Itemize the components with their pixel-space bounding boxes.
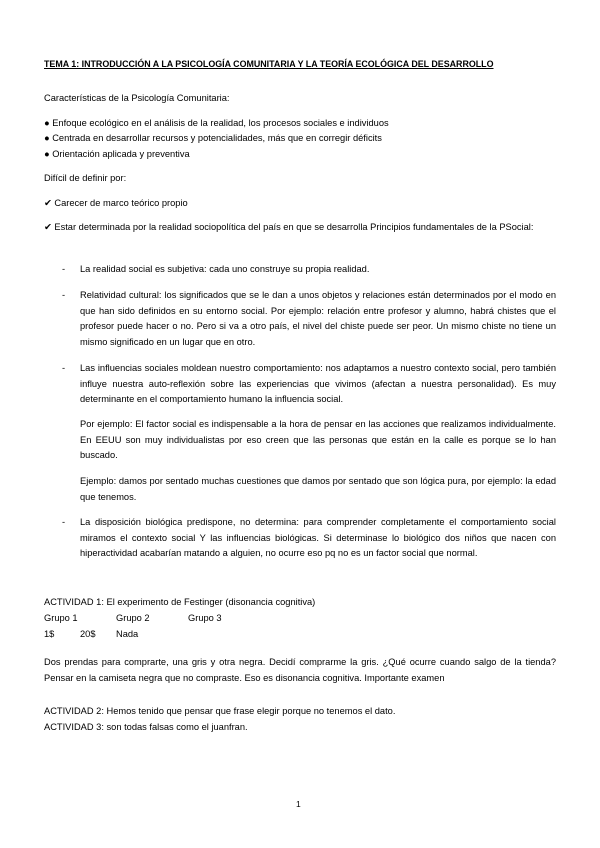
principle-item: La disposición biológica predispone, no determina: para comprender completamente el comportamiento social miramos el contexto social Y las influencias biológicas. Si determinase lo biológico dos niños que nacen con hiperactividad acabarían matando a alguien, no ocurre eso pq no es un factor social que normal.	[80, 517, 556, 559]
group-header: Grupo 1	[44, 613, 78, 623]
example-paragraph: Por ejemplo: El factor social es indispensable a la hora de pensar en las acciones que realizamos individualmente. En EEUU son muy individualistas por eso creen que las personas que están en la calle es porque se lo han buscado.	[80, 419, 556, 461]
caracteristicas-item: ● Centrada en desarrollar recursos y potencialidades, más que en corregir déficits	[44, 133, 382, 143]
principle-item: Relatividad cultural: los significados que se le dan a unos objetos y relaciones están determinados por el modo en que han sido definidos en su entorno social. Por ejemplo: relación entre profesor y alumno, habrá chistes que el profesor puede hacer o no. Pero si va a otro país, el nivel del chiste puede ser peor. Un mismo chiste no tiene un mismo significado en un lugar que en otro.	[80, 290, 556, 347]
check-item: ✔ Carecer de marco teórico propio	[44, 198, 188, 208]
group-value: 20$	[80, 629, 96, 639]
dash-marker: -	[62, 363, 66, 373]
actividad2-text: ACTIVIDAD 2: Hemos tenido que pensar que frase elegir porque no tenemos el dato.	[44, 706, 396, 716]
check-item: ✔ Estar determinada por la realidad sociopolítica del país en que se desarrolla Principios fundamentales de la PSocial:	[44, 222, 534, 232]
actividad3-text: ACTIVIDAD 3: son todas falsas como el juanfran.	[44, 722, 248, 732]
page-number: 1	[296, 799, 301, 809]
principle-item: Las influencias sociales moldean nuestro comportamiento: nos adaptamos a nuestro contexto social, pero también influye nuestra auto-reflexión sobre las experiencias que vivimos (afectan a nuestra personalidad). Es muy determinante en el comportamiento humano la influencia social.	[80, 363, 556, 405]
group-value: 1$	[44, 629, 55, 639]
dash-marker: -	[62, 290, 66, 300]
dash-marker: -	[62, 517, 66, 527]
actividad1-heading: ACTIVIDAD 1: El experimento de Festinger (disonancia cognitiva)	[44, 597, 316, 607]
group-header: Grupo 3	[188, 613, 222, 623]
example-paragraph: Ejemplo: damos por sentado muchas cuestiones que damos por sentado que son lógica pura, por ejemplo: la edad que tenemos.	[80, 476, 556, 502]
group-value: Nada	[116, 629, 139, 639]
dash-marker: -	[62, 264, 66, 274]
actividad1-text: Dos prendas para comprarte, una gris y otra negra. Decidí comprarme la gris. ¿Qué ocurre cuando salgo de la tienda? Pensar en la camiseta negra que no compraste. Eso es disonancia cognitiva. Importante examen	[44, 657, 556, 683]
caracteristicas-item: ● Enfoque ecológico en el análisis de la realidad, los procesos sociales e individuos	[44, 118, 389, 128]
group-header: Grupo 2	[116, 613, 150, 623]
principle-item: La realidad social es subjetiva: cada uno construye su propia realidad.	[80, 264, 370, 274]
dificil-heading: Difícil de definir por:	[44, 173, 127, 183]
caracteristicas-heading: Características de la Psicología Comunitaria:	[44, 93, 230, 103]
caracteristicas-item: ● Orientación aplicada y preventiva	[44, 149, 190, 159]
page-title: TEMA 1: INTRODUCCIÓN A LA PSICOLOGÍA COMUNITARIA Y LA TEORÍA ECOLÓGICA DEL DESARROLLO	[44, 59, 494, 69]
